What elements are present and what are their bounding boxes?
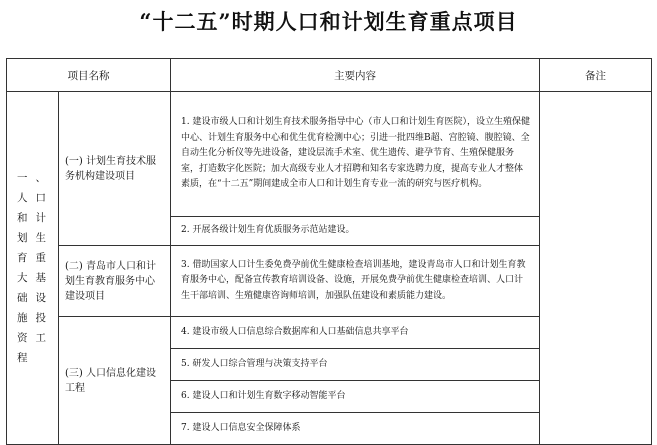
content-item-7: 7. 建设人口信息安全保障体系 — [171, 413, 540, 445]
category-cell: 一、人口和计划生育重大基础设施投资工程 — [7, 92, 59, 445]
content-item-4: 4. 建设市级人口信息综合数据库和人口基础信息共享平台 — [171, 317, 540, 349]
group-name-1: (一) 计划生育技术服务机构建设项目 — [59, 92, 171, 246]
note-cell — [540, 92, 652, 445]
header-main-content: 主要内容 — [171, 59, 540, 92]
group-name-3: (三) 人口信息化建设工程 — [59, 317, 171, 445]
header-note: 备注 — [540, 59, 652, 92]
content-item-5: 5. 研发人口综合管理与决策支持平台 — [171, 349, 540, 381]
content-item-2: 2. 开展各级计划生育优质服务示范站建设。 — [171, 217, 540, 246]
content-item-1: 1. 建设市级人口和计划生育技术服务指导中心（市人口和计划生育医院），设立生殖保健中心、计划生育服务中心和优生优育检测中心；引进一批四维B超、宫腔镜、腹腔镜、全自动生化分析仪等先进设备，建设层流手术室、优生遗传、避孕节育、生殖保健服务室，打造数字化医院；加大高级专业人才招聘和知名专家选聘力度，提高专业人才整体素质，在“十二五”期间建成全市人口和计划生育专业一流的研究与医疗机构。 — [171, 92, 540, 217]
group-name-2: (二) 青岛市人口和计划生育教育服务中心建设项目 — [59, 246, 171, 317]
table-header-row — [7, 59, 652, 92]
project-table — [6, 58, 652, 445]
content-item-6: 6. 建设人口和计划生育数字移动智能平台 — [171, 381, 540, 413]
header-project-name: 项目名称 — [7, 59, 171, 92]
content-item-3: 3. 借助国家人口计生委免费孕前优生健康检查培训基地，建设青岛市人口和计划生育教育服务中心，配备宣传教育培训设备、设施，开展免费孕前优生健康检查培训、人口计生干部培训、生殖健康咨询师培训，加强队伍建设和素质能力建设。 — [171, 246, 540, 317]
table-row — [7, 92, 652, 217]
page-title: “十二五”时期人口和计划生育重点项目 — [139, 9, 518, 34]
